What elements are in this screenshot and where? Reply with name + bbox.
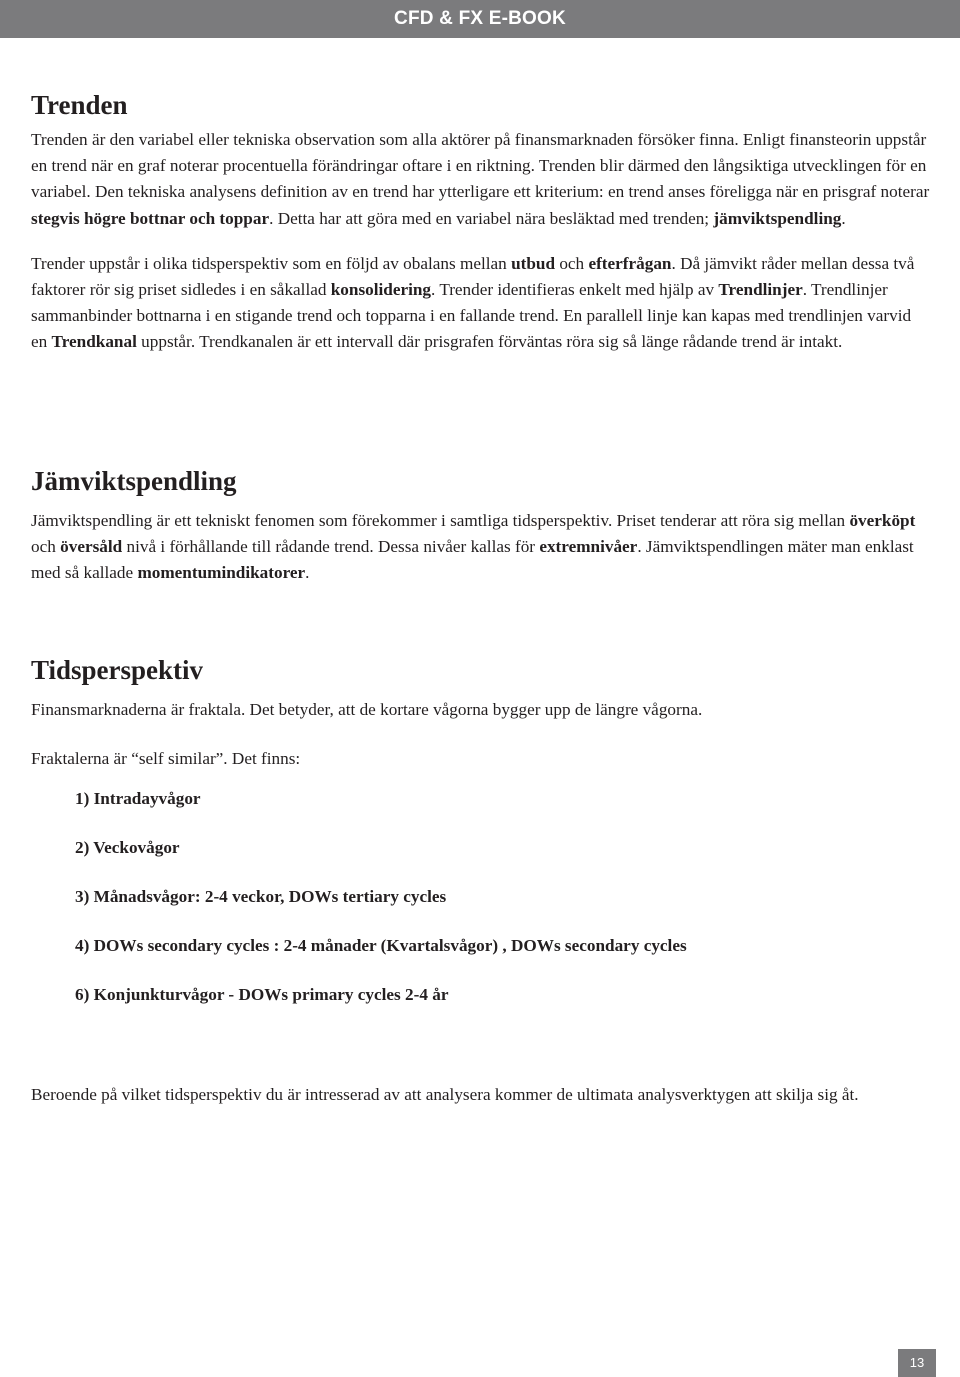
bold-term: extremnivåer xyxy=(539,537,638,557)
header-title: CFD & FX E-BOOK xyxy=(394,8,566,29)
bold-term: momentumindikatorer xyxy=(137,563,306,583)
list-item: 2) Veckovågor xyxy=(75,838,180,857)
list-item: 1) Intradayvågor xyxy=(75,789,201,808)
page-number: 13 xyxy=(909,1355,925,1370)
text-run: Trenden är den variabel eller tekniska observation som alla aktörer på finansmarknaden försöker finna. Enligt finansteorin uppstår en trend när en graf noterar procentuella förändringar oftare i en riktning. Trenden blir därmed den långsiktiga utvecklingen för en variabel. Den tekniska analysens definition av en trend har ytterligare ett kriterium: en trend anses föreligga när en prisgraf noterar xyxy=(31,130,930,202)
bold-term: Trendkanal xyxy=(51,332,137,352)
wave-list xyxy=(75,786,687,1031)
paragraph-fraktaler: Fraktalerna är “self similar”. Det finns: xyxy=(31,749,301,769)
paragraph-tidsperspektiv-intro: Finansmarknaderna är fraktala. Det betyder, att de kortare vågorna bygger upp de längre vågorna. xyxy=(31,700,703,719)
section-tidsperspektiv xyxy=(31,651,702,772)
bold-term: jämviktspendling xyxy=(713,208,842,228)
bold-term: översåld xyxy=(60,537,123,557)
paragraph-closing: Beroende på vilket tidsperspektiv du är intresserad av att analysera kommer de ultimata analysverktygen att skilja sig åt. xyxy=(31,1085,859,1104)
text-run: . Jämviktspendlingen mäter man enklast med så kallade xyxy=(31,537,914,583)
paragraph-trenden-2 xyxy=(31,251,931,356)
bold-term: Trendlinjer xyxy=(718,280,803,300)
list-item: 4) DOWs secondary cycles : 2-4 månader (Kvartalsvågor) , DOWs secondary cycles xyxy=(75,936,687,955)
text-run: . Trendlinjer sammanbinder bottnarna i en stigande trend och topparna i en fallande trend. En parallell linje kan kapas med trendlinjen varvid en xyxy=(31,280,912,352)
text-run: och xyxy=(555,253,589,273)
bold-term: efterfrågan xyxy=(588,253,672,273)
list-item: 6) Konjunkturvågor - DOWs primary cycles 2-4 år xyxy=(75,985,449,1004)
text-run: . Detta har att göra med en variabel nära besläktad med trenden; xyxy=(269,208,714,228)
text-run: . Då jämvikt råder mellan dessa två faktorer rör sig priset sidledes i en såkallad xyxy=(31,253,915,300)
section-heading-jamviktspendling: Jämviktspendling xyxy=(31,466,237,496)
text-run: . Trender identifieras enkelt med hjälp av xyxy=(431,280,719,300)
bold-term: utbud xyxy=(511,253,556,273)
text-run: . xyxy=(841,208,846,228)
paragraph-trenden-1 xyxy=(31,127,931,232)
text-run: uppstår. Trendkanalen är ett intervall där prisgrafen förväntas röra sig så länge rådande trend är intakt. xyxy=(136,332,843,352)
bold-term: överköpt xyxy=(849,511,916,530)
section-jamviktspendling xyxy=(31,462,931,587)
text-run: Jämviktspendling är ett tekniskt fenomen som förekommer i samtliga tidsperspektiv. Priset tenderar att röra sig mellan xyxy=(31,511,850,530)
bold-term: konsolidering xyxy=(330,280,432,300)
paragraph-jamviktspendling xyxy=(31,508,931,587)
section-trenden xyxy=(31,86,931,356)
bold-term: stegvis högre bottnar och toppar xyxy=(31,208,270,228)
text-run: . xyxy=(305,563,310,583)
text-run: och xyxy=(31,537,61,557)
list-item: 3) Månadsvågor: 2-4 veckor, DOWs tertiary cycles xyxy=(75,887,447,906)
text-run: Trender uppstår i olika tidsperspektiv som en följd av obalans mellan xyxy=(31,253,512,273)
text-run: nivå i förhållande till rådande trend. Dessa nivåer kallas för xyxy=(122,537,540,557)
section-heading-trenden: Trenden xyxy=(31,90,128,120)
section-heading-tidsperspektiv: Tidsperspektiv xyxy=(31,655,204,685)
